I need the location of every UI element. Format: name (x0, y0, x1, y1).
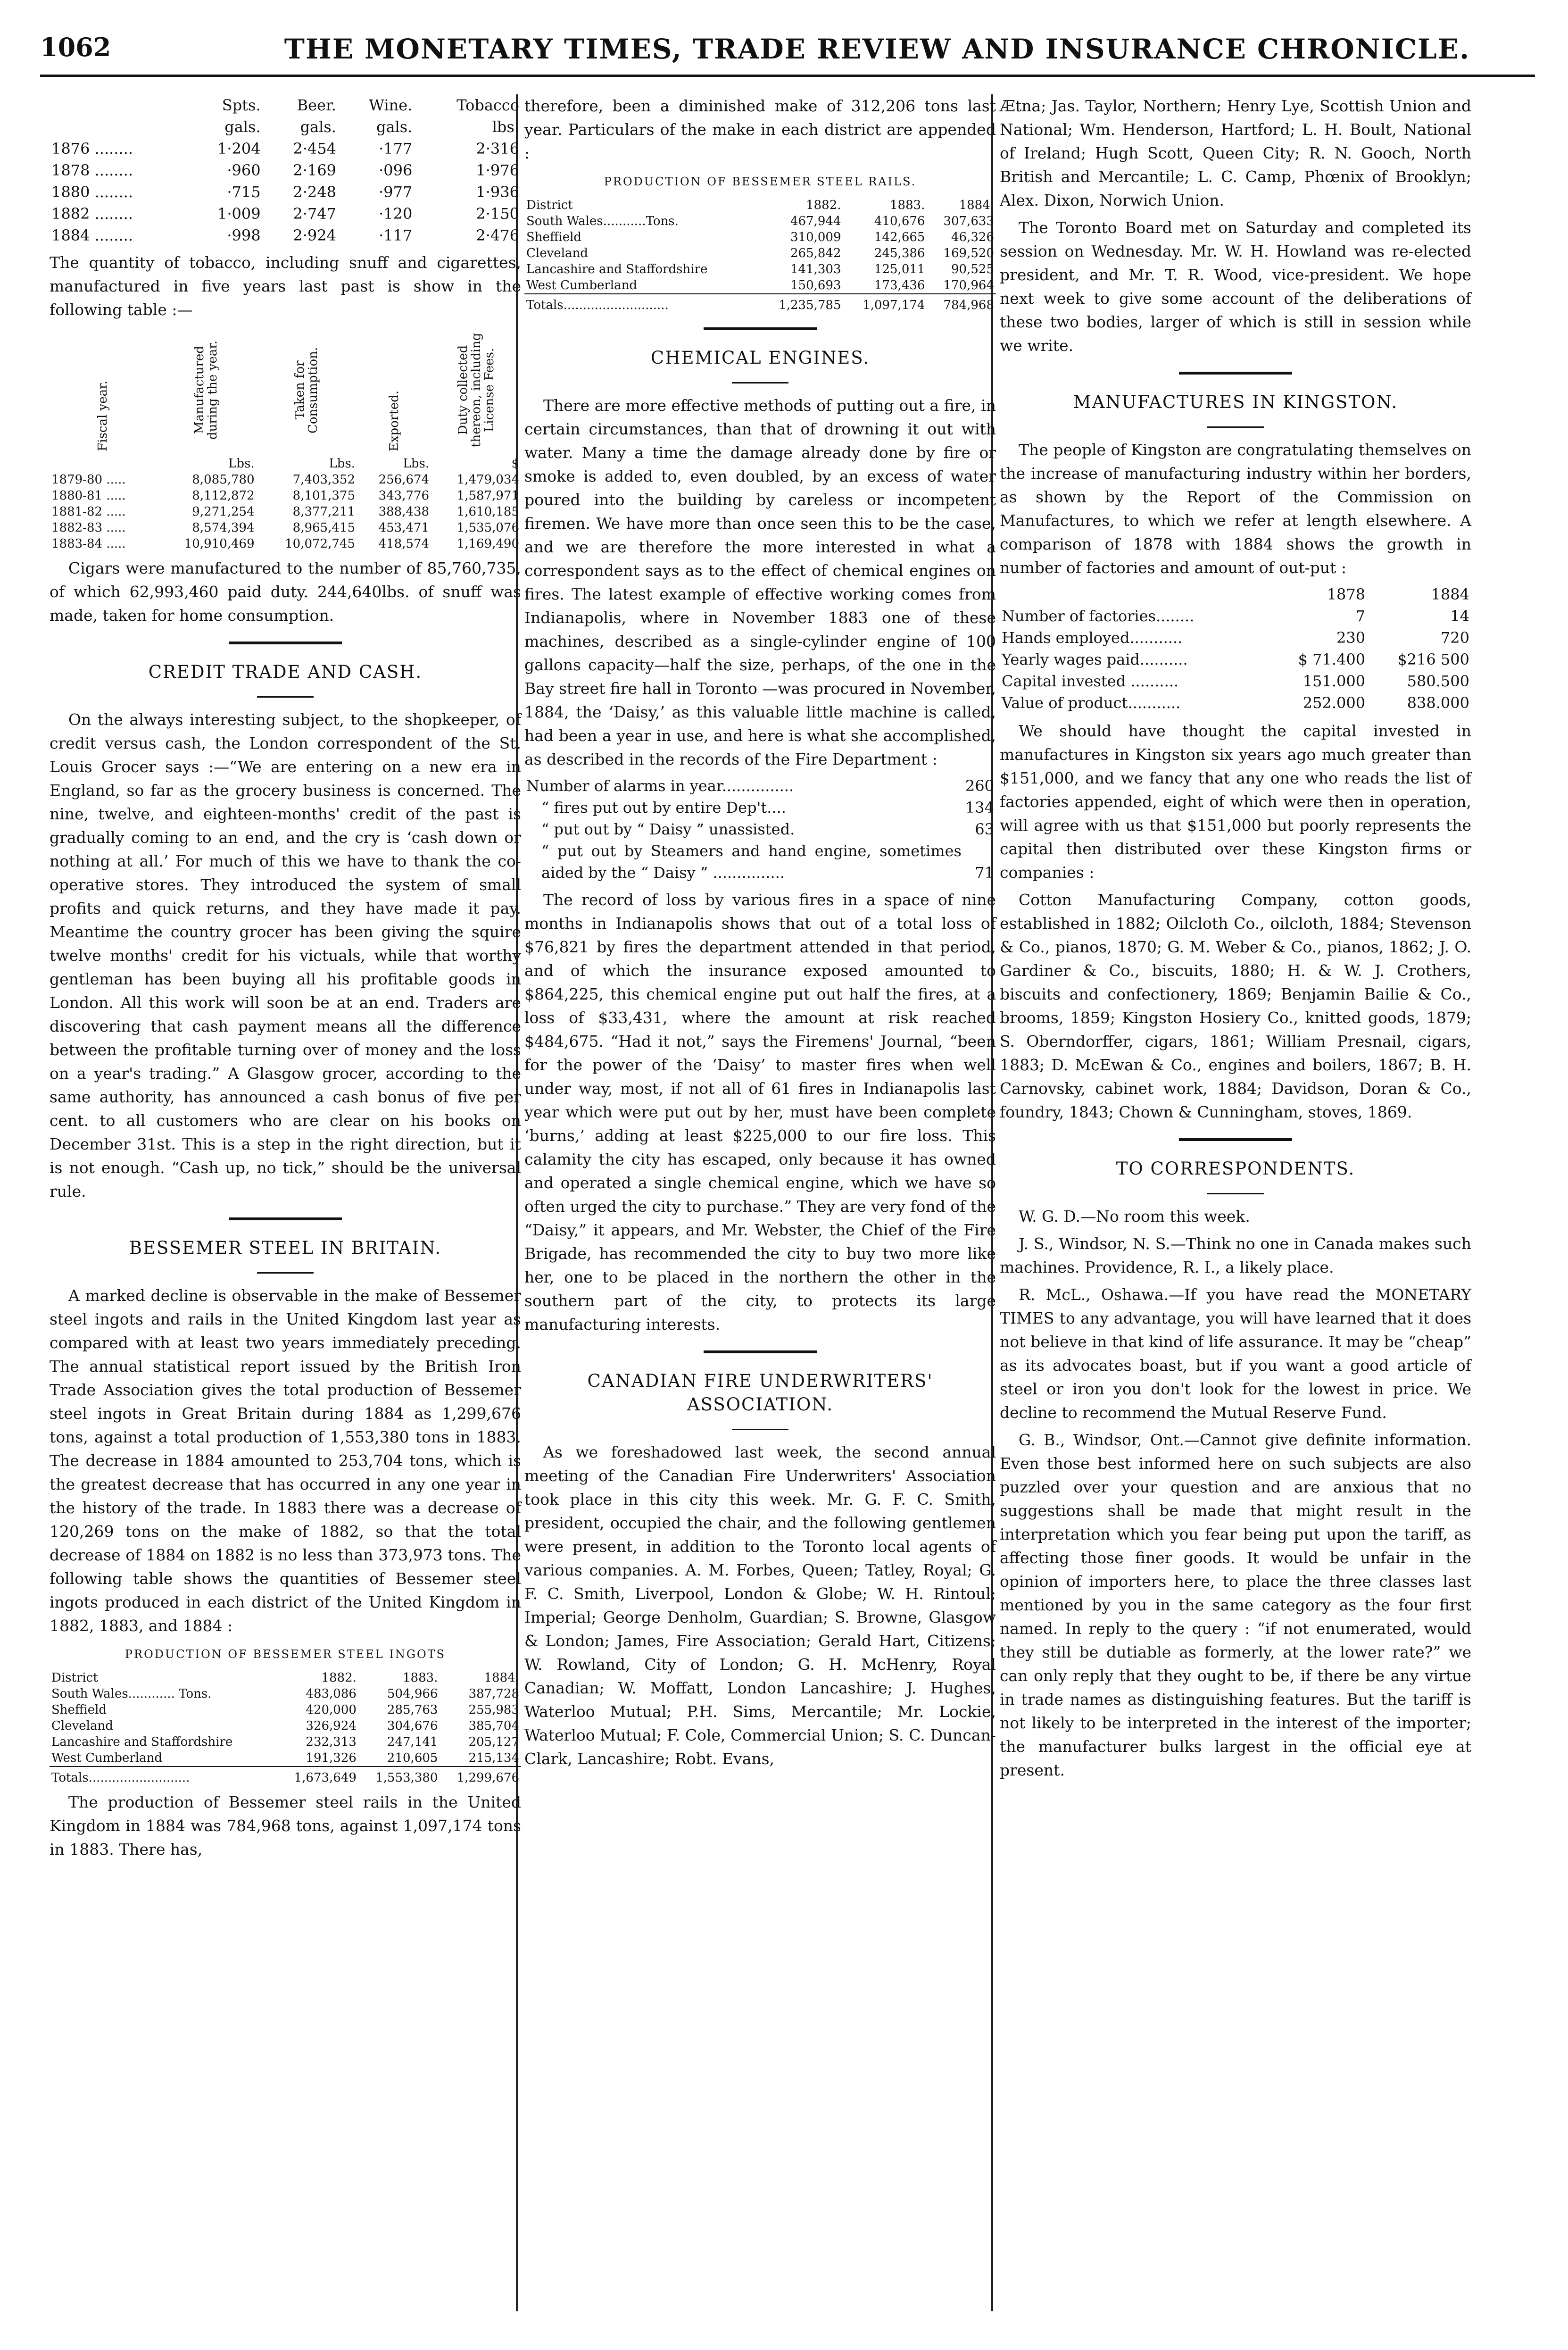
table-row (50, 1686, 521, 1702)
table-cell: 255,983 (468, 1703, 519, 1717)
table-cell: South Wales...........Tons. (526, 214, 679, 228)
table-unit: gals. (300, 118, 336, 136)
table-unit: Lbs. (403, 457, 430, 471)
table-cell: West Cumberland (51, 1751, 163, 1765)
column-2 (524, 94, 996, 2311)
section-heading: CANADIAN FIRE UNDERWRITERS' (587, 1371, 933, 1391)
table-cell: 247,141 (387, 1735, 438, 1749)
table-cell: 151.000 (1303, 672, 1366, 690)
table-header (1000, 583, 1269, 605)
table-cell: Capital invested .......... (1002, 672, 1179, 690)
table-cell: 1876 ........ (51, 140, 133, 158)
heading-underline (1207, 1193, 1264, 1194)
kingston-paragraph-2: We should have thought the capital invested in manufactures in Kingston six years ago much greater than $151,000, and we fancy that any one who reads the list of factories appended, eight of which were then in operation, will agree with us that $151,000 but poorly represents the capital then distributed over these Kingston firms or companies : (1000, 722, 1471, 882)
table-cell: 720 (1440, 629, 1469, 647)
table-cell: 71 (975, 864, 994, 882)
rails-table (524, 197, 996, 313)
table-cell: 388,438 (378, 505, 430, 519)
table-cell: 1·204 (217, 140, 261, 158)
table-cell: 1·936 (476, 183, 519, 201)
table-cell: 1,169,490 (456, 537, 519, 551)
table-header: 1882. (321, 1671, 357, 1685)
table-total-row (524, 294, 996, 313)
table-cell (50, 94, 187, 116)
table-cell: $ 71.400 (1298, 650, 1366, 668)
underwriters-continued: Ætna; Jas. Taylor, Northern; Henry Lye, Scottish Union and National; Wm. Henderson, Hartford; L. H. Boult, National of Ireland; Hugh Scott, Queen City; R. N. Gooch, North British and Mercantile; L. C. Camp, Phœnix of Brooklyn; Alex. Dixon, Norwich Union. (1000, 97, 1471, 209)
table-cell: South Wales............ Tons. (51, 1687, 212, 1701)
table-header: 1884. (484, 1671, 519, 1685)
table-cell: 1,235,785 (759, 294, 843, 313)
table-header: Duty collected thereon, including License Fees. (456, 333, 497, 448)
table-cell: 1·009 (217, 205, 261, 223)
table-header-row (50, 94, 521, 116)
table-cell: Yearly wages paid.......... (1002, 650, 1188, 668)
table-cell: 2·476 (476, 226, 519, 244)
section-rule (229, 642, 342, 644)
table-cell: West Cumberland (526, 278, 638, 292)
table-cell: 125,011 (874, 262, 925, 276)
table-cell: 1884 ........ (51, 226, 133, 244)
table-cell: Totals........................... (524, 294, 759, 313)
heading-underline (257, 696, 314, 698)
correspondent-note: R. McL., Oshawa.—If you have read the MONETARY TIMES to any advantage, you will have learned that it does not believe in that kind of life assurance. It may be “cheap” as its advocates boast, but if you want a good article of steel or iron you don't look for the lowest in price. We decline to recommend the Mutual Reserve Fund. (1000, 1285, 1471, 1422)
table-cell: 1,097,174 (843, 294, 927, 313)
table-row (524, 797, 996, 818)
table-cell: 453,471 (378, 521, 430, 535)
table-cell: “ put out by Steamers and hand engine, sometimes aided by the “ Daisy ” ............... (541, 842, 962, 882)
table-cell: 8,574,394 (192, 521, 255, 535)
tobacco-table (50, 328, 521, 552)
table-cell: 142,665 (874, 230, 925, 244)
table-row (50, 181, 521, 203)
table-cell: 9,271,254 (192, 505, 255, 519)
table-cell: 385,704 (468, 1719, 519, 1733)
table-cell: 2·169 (293, 161, 336, 179)
table-cell: “ put out by “ Daisy ” unassisted. (541, 820, 795, 838)
table-cell: ·177 (379, 140, 413, 158)
table-cell: 1880 ........ (51, 183, 133, 201)
rails-continued: therefore, been a diminished make of 312,206 tons last year. Particulars of the make in each district are appended : (524, 97, 996, 162)
kingston-table (1000, 583, 1471, 714)
spirits-table (50, 94, 521, 246)
table-header: 1884. (959, 198, 994, 212)
table-row (1000, 692, 1471, 714)
heading-underline (257, 1272, 314, 1274)
table-cell: 63 (975, 820, 994, 838)
credit-paragraph: On the always interesting subject, to the shopkeeper, of credit versus cash, the London correspondent of the St. Louis Grocer says :—“We are entering on a new era in England, so far as the grocery business is concerned. The nine, twelve, and eighteen-months' credit of the past is gradually coming to an end, and the cry is ‘cash down or nothing at all.’ For much of this we have to thank the co-operative stores. They introduced the system of small profits and quick returns, and they have made it pay. Meantime the country grocer has been giving the squire twelve months' credit for his victuals, while that worthy gentleman has been buying all his profitable goods in London. All this work will soon be at an end. Traders are discovering that cash payment means all the difference between the profitable turning over of money and the loss on a year's trading.” A Glasgow grocer, according to the same authority, has announced a cash bonus of five per cent. to all customers who are clear on his books on December 31st. This is a step in the right direction, but it is not enough. “Cash up, no tick,” should be the universal rule. (50, 710, 521, 1200)
table-row (50, 472, 521, 488)
heading-underline (1207, 426, 1264, 428)
table-row (524, 277, 996, 294)
table-cell: 420,000 (306, 1703, 357, 1717)
table-cell: 256,674 (378, 473, 430, 487)
table-row (1000, 649, 1471, 670)
table-cell: 310,009 (790, 230, 841, 244)
table-cell: 170,964 (943, 278, 994, 292)
chemical-paragraph: There are more effective methods of putting out a fire, in certain circumstances, than that of drowning it out with water. Many a time the damage already done by fire or smoke is added to, even doubled, by an excess of water poured into the building by careless or incompetent firemen. We have more than once seen this to be the case, and we are therefore the more interested in what a correspondent says as to the effect of chemical engines on fires. The latest example of effective working comes from Indianapolis, where in November 1883 one of these machines, described as a single-cylinder engine of 100 gallons capacity—half the size, perhaps, of the one in the Bay street fire hall in Toronto —was procured in November, 1884, the ‘Daisy,’ as this valuable little machine is called, had been a year in use, and here is what she accomplished, as described in the records of the Fire Department : (524, 396, 996, 768)
table-unit: lbs. (492, 118, 519, 136)
table-row (50, 1718, 521, 1734)
table-cell: 169,520 (943, 246, 994, 260)
table-header: 1882. (806, 198, 841, 212)
table-header: Wine. (369, 96, 413, 114)
table-cell: 14 (1450, 607, 1469, 625)
table-cell: ·977 (379, 183, 413, 201)
table-cell: 418,574 (378, 537, 430, 551)
table-cell: ·960 (227, 161, 261, 179)
table-units-row (50, 456, 521, 472)
table-cell: 215,134 (468, 1751, 519, 1765)
table-cell: Cleveland (526, 246, 588, 260)
table-cell: 2·248 (293, 183, 336, 201)
table-header: Fiscal year. (95, 381, 110, 451)
table-row (1000, 627, 1471, 649)
table-cell: 307,633 (943, 214, 994, 228)
correspondent-note: W. G. D.—No room this week. (1019, 1207, 1250, 1225)
table-cell: 483,086 (306, 1687, 357, 1701)
table-cell: 1883-84 ..... (51, 537, 126, 551)
table-row (50, 488, 521, 504)
section-heading: BESSEMER STEEL IN BRITAIN. (129, 1238, 442, 1258)
table-cell: 8,965,415 (292, 521, 355, 535)
table-cell: 8,377,211 (292, 505, 355, 519)
table-total-row (50, 1767, 521, 1786)
table-cell: Number of factories........ (1002, 607, 1195, 625)
table-header-row (1000, 583, 1471, 605)
table-cell: 838.000 (1407, 694, 1469, 712)
table-cell: 285,763 (387, 1703, 438, 1717)
table-row (524, 245, 996, 261)
table-cell (50, 116, 187, 138)
table-header: Manufactured during the year. (192, 340, 220, 440)
table-cell: 387,728 (468, 1687, 519, 1701)
cigars-paragraph: Cigars were manufactured to the number of 85,760,735, of which 62,993,460 paid duty. 244,640lbs. of snuff was made, taken for home consumption. (50, 559, 521, 625)
table-cell: 210,605 (387, 1751, 438, 1765)
table-row (50, 1702, 521, 1718)
table-cell: 90,525 (951, 262, 994, 276)
section-heading-line-2: ASSOCIATION. (687, 1394, 834, 1415)
journal-title: THE MONETARY TIMES, TRADE REVIEW AND INSURANCE CHRONICLE. (284, 33, 1470, 65)
table-cell: 230 (1336, 629, 1366, 647)
table-cell: 141,303 (790, 262, 841, 276)
table-header: 1878 (1327, 585, 1366, 603)
table-cell: 1881-82 ..... (51, 505, 126, 519)
table-cell: 8,112,872 (192, 489, 255, 503)
table-row (1000, 670, 1471, 692)
section-heading: CHEMICAL ENGINES. (650, 348, 870, 368)
table-cell: “ fires put out by entire Dep't.... (541, 799, 786, 817)
section-rule (1179, 1138, 1292, 1141)
table-cell: 1,535,076 (456, 521, 519, 535)
table-unit: $ (511, 457, 519, 471)
table-header: 1883. (403, 1671, 438, 1685)
table-cell: 10,910,469 (184, 537, 255, 551)
table-header: 1883. (890, 198, 925, 212)
table-cell: 326,924 (306, 1719, 357, 1733)
table-row (50, 520, 521, 536)
table-row (524, 229, 996, 245)
heading-underline (732, 1429, 788, 1430)
table-cell: 8,101,375 (292, 489, 355, 503)
section-heading: CREDIT TRADE AND CASH. (148, 662, 423, 682)
table-cell: 410,676 (874, 214, 925, 228)
table-row (50, 225, 521, 246)
table-cell: ·715 (227, 183, 261, 201)
underwriters-paragraph: As we foreshadowed last week, the second annual meeting of the Canadian Fire Underwriters' Association took place in this city this week. Mr. G. F. C. Smith, president, occupied the chair, and the following gentlemen were present, in addition to the Toronto local agents of various companies. A. M. Forbes, Queen; Tatley, Royal; G. F. C. Smith, Liverpool, London & Globe; W. H. Rintoul; Imperial; George Denholm, Guardian; S. Browne, Glasgow & London; James, Fire Association; Gerald Hart, Citizens; W. Rowland, City of London; G. H. McHenry, Royal Canadian; W. Moffatt, London Lancashire; J. Hughes, Waterloo Mutual; P.H. Sims, Mercantile; Mr. Lockie, Waterloo Mutual; F. Cole, Commercial Union; S. C. Duncan-Clark, Lancashire; Robt. Evans, (524, 1443, 996, 1768)
table-units-row (50, 116, 521, 138)
table-header: Taken for Consumption. (293, 347, 321, 433)
table-cell: 1·976 (476, 161, 519, 179)
table-cell: 46,326 (951, 230, 994, 244)
table-cell: 1,673,649 (277, 1767, 358, 1786)
table-cell: 1,299,676 (440, 1767, 521, 1786)
table-header: Tobacco (456, 96, 519, 114)
table-caption: PRODUCTION OF BESSEMER STEEL RAILS. (604, 175, 917, 188)
table-unit: gals. (224, 118, 261, 136)
table-cell: 784,968 (927, 294, 996, 313)
table-row (524, 213, 996, 229)
chemical-paragraph-2: The record of loss by various fires in a space of nine months in Indianapolis shows that out of a total loss of $76,821 by fires the department attended in that period, and of which the insurance exposed amounted to $864,225, this chemical engine put out half the fires, at a loss of $33,431, where the amount at risk reached $484,675. “Had it not,” says the Firemens' Journal, “been for the power of the ‘Daisy’ to master fires when well under way, most, if not all of 61 fires in Indianapolis last year which were put out by her, must have been complete ‘burns,’ adding at least $225,000 to our fire loss. This calamity the city has escaped, only because it has owned and operated a single chemical engine, which we have so often urged the city to purchase.” They are very fond of the “Daisy,” it appears, and Mr. Webster, the Chief of the Fire Brigade, has recommended the city to buy two more like her, one to be placed in the northern the other in the southern part of the city, to protects its large manufacturing interests. (524, 891, 996, 1333)
table-header: District (526, 198, 573, 212)
table-cell: Sheffield (51, 1703, 107, 1717)
table-cell: 1,587,971 (456, 489, 519, 503)
section-heading: TO CORRESPONDENTS. (1116, 1158, 1355, 1179)
board-paragraph: The Toronto Board met on Saturday and completed its session on Wednesday. Mr. W. H. Howland was re-elected president, and Mr. T. R. Wood, vice-president. We hope next week to give some account of the deliberations of these two bodies, larger of which is still in session while we write. (1000, 218, 1471, 355)
table-row (50, 203, 521, 225)
section-heading: MANUFACTURES IN KINGSTON. (1073, 392, 1398, 412)
alarms-table (524, 775, 996, 883)
kingston-firm-list: Cotton Manufacturing Company, cotton goods, established in 1882; Oilcloth Co., oilcloth, 1884; Stevenson & Co., pianos, 1870; G. M. Weber & Co., pianos, 1862; J. O. Gardiner & Co., biscuits, 1880; H. & W. J. Crothers, biscuits and confectionery, 1869; Benjamin Bailie & Co., brooms, 1859; Kingston Hosiery Co., knitted goods, 1879; S. Oberndorffer, cigars, 1861; William Presnail, cigars, 1883; D. McEwan & Co., engines and boilers, 1867; B. H. Carnovsky, cabinet work, 1884; Davidson, Doran & Co., foundry, 1843; Chown & Cunningham, stoves, 1869. (1000, 891, 1471, 1121)
table-cell: ·120 (379, 205, 413, 223)
table-cell (50, 456, 156, 472)
table-header-row (524, 197, 996, 213)
section-rule (229, 1217, 342, 1220)
table-cell: 173,436 (874, 278, 925, 292)
table-row (1000, 605, 1471, 627)
table-cell: 7,403,352 (292, 473, 355, 487)
table-cell: 252.000 (1303, 694, 1366, 712)
table-cell: Lancashire and Staffordshire (526, 262, 708, 276)
section-rule (1179, 372, 1292, 375)
table-cell: $216 500 (1397, 650, 1469, 668)
table-cell: 2·747 (293, 205, 336, 223)
table-cell: 504,966 (387, 1687, 438, 1701)
table-cell: 260 (965, 777, 994, 795)
table-row (524, 775, 996, 797)
table-cell: Hands employed........... (1002, 629, 1183, 647)
table-cell: 1,610,185 (456, 505, 519, 519)
table-cell: 1,479,034 (456, 473, 519, 487)
table-cell: 191,326 (306, 1751, 357, 1765)
section-rule (704, 327, 817, 330)
table-cell: 2·454 (293, 140, 336, 158)
table-cell: Totals.......................... (50, 1767, 277, 1786)
table-caption: PRODUCTION OF BESSEMER STEEL INGOTS (124, 1648, 446, 1661)
table-unit: gals. (376, 118, 413, 136)
table-header: District (51, 1671, 98, 1685)
table-cell: 1878 ........ (51, 161, 133, 179)
table-row (524, 840, 996, 883)
table-cell: 2·150 (476, 205, 519, 223)
table-header: Spts. (222, 96, 261, 114)
ingots-table (50, 1670, 521, 1786)
table-row (50, 1734, 521, 1750)
table-cell: 304,676 (387, 1719, 438, 1733)
table-unit: Lbs. (329, 457, 355, 471)
table-row (524, 818, 996, 840)
table-cell: Cleveland (51, 1719, 113, 1733)
table-unit: Lbs. (228, 457, 255, 471)
table-header: Beer. (297, 96, 336, 114)
heading-underline (732, 382, 788, 383)
table-cell: 265,842 (790, 246, 841, 260)
table-cell: 1879-80 ..... (51, 473, 126, 487)
table-cell: Value of product........... (1002, 694, 1181, 712)
table-cell: 1880-81 ..... (51, 489, 126, 503)
tobacco-intro: The quantity of tobacco, including snuff and cigarettes, manufactured in five years last past is show in the following table :— (50, 253, 521, 319)
correspondent-note: G. B., Windsor, Ont.—Cannot give definite information. Even those best informed here on such subjects are also puzzled over your question and are anxious that no suggestions shall be made that might result in the interpretation which you fear being put upon the tariff, as affecting those finer goods. It would be unfair in the opinion of importers here, to place the three classes last mentioned by you in the same category as the four first named. In reply to the query : “if not enumerated, would they still be dutiable as formerly, at the lower rate?” we can only reply that they ought to be, if there be any virtue in trade names as distinguishing features. But the tariff is not likely to be interpreted in the interest of the importer; the manufacturer bulks largest in the official eye at present. (1000, 1431, 1471, 1779)
table-cell: 467,944 (790, 214, 841, 228)
table-cell: 1882 ........ (51, 205, 133, 223)
table-header-row (50, 328, 521, 456)
section-rule (704, 1350, 817, 1353)
table-cell: 580.500 (1407, 672, 1469, 690)
table-cell: 2·316 (476, 140, 519, 158)
table-cell: 7 (1355, 607, 1366, 625)
table-cell: 1882-83 ..... (51, 521, 126, 535)
table-cell: 8,085,780 (192, 473, 255, 487)
table-cell: 150,693 (790, 278, 841, 292)
page-number: 1062 (40, 32, 111, 62)
table-cell: 343,776 (378, 489, 430, 503)
table-cell: Sheffield (526, 230, 582, 244)
table-row (50, 504, 521, 520)
table-row (50, 159, 521, 181)
table-row (50, 138, 521, 159)
table-cell: 205,127 (468, 1735, 519, 1749)
page-header (40, 29, 1535, 77)
kingston-paragraph: The people of Kingston are congratulating themselves on the increase of manufacturing industry within her borders, as shown by the Report of the Commission on Manufactures, to which we refer at length elsewhere. A comparison of 1878 with 1884 shows the growth in number of factories and amount of out-put : (1000, 441, 1471, 577)
table-cell: 134 (965, 799, 994, 817)
table-row (50, 1750, 521, 1767)
table-cell: ·096 (379, 161, 413, 179)
table-cell: 245,386 (874, 246, 925, 260)
bessemer-paragraph: A marked decline is observable in the make of Bessemer steel ingots and rails in the United Kingdom last year as compared with at least two years immediately preceding. The annual statistical report issued by the British Iron Trade Association gives the total production of Bessemer steel ingots in Great Britain during 1884 as 1,299,676 tons, against a total production of 1,553,380 tons in 1883. The decrease in 1884 amounted to 253,704 tons, which is the greatest decrease that has occurred in any one year in the history of the trade. In 1883 there was a decrease of 120,269 tons on the make of 1882, so that the total decrease of 1884 on 1882 is no less than 373,973 tons. The following table shows the quantities of Bessemer steel ingots produced in each district of the United Kingdom in 1882, 1883, and 1884 : (50, 1286, 521, 1635)
table-cell: Number of alarms in year............... (526, 777, 794, 795)
table-cell: Lancashire and Staffordshire (51, 1735, 233, 1749)
table-cell: 2·924 (293, 226, 336, 244)
table-cell: 10,072,745 (285, 537, 355, 551)
table-header: 1884 (1431, 585, 1469, 603)
rails-paragraph: The production of Bessemer steel rails in the United Kingdom in 1884 was 784,968 tons, against 1,097,174 tons in 1883. There has, (50, 1793, 521, 1858)
table-header-row (50, 1670, 521, 1686)
column-3 (1000, 94, 1471, 2311)
table-cell: 232,313 (306, 1735, 357, 1749)
table-cell: ·998 (227, 226, 261, 244)
table-cell: ·117 (379, 226, 413, 244)
table-row (524, 261, 996, 277)
table-row (50, 536, 521, 552)
table-header: Exported. (387, 390, 401, 451)
column-1 (50, 94, 521, 2311)
table-cell: 1,553,380 (358, 1767, 440, 1786)
correspondent-note: J. S., Windsor, N. S.—Think no one in Canada makes such machines. Providence, R. I., a likely place. (1000, 1234, 1471, 1276)
